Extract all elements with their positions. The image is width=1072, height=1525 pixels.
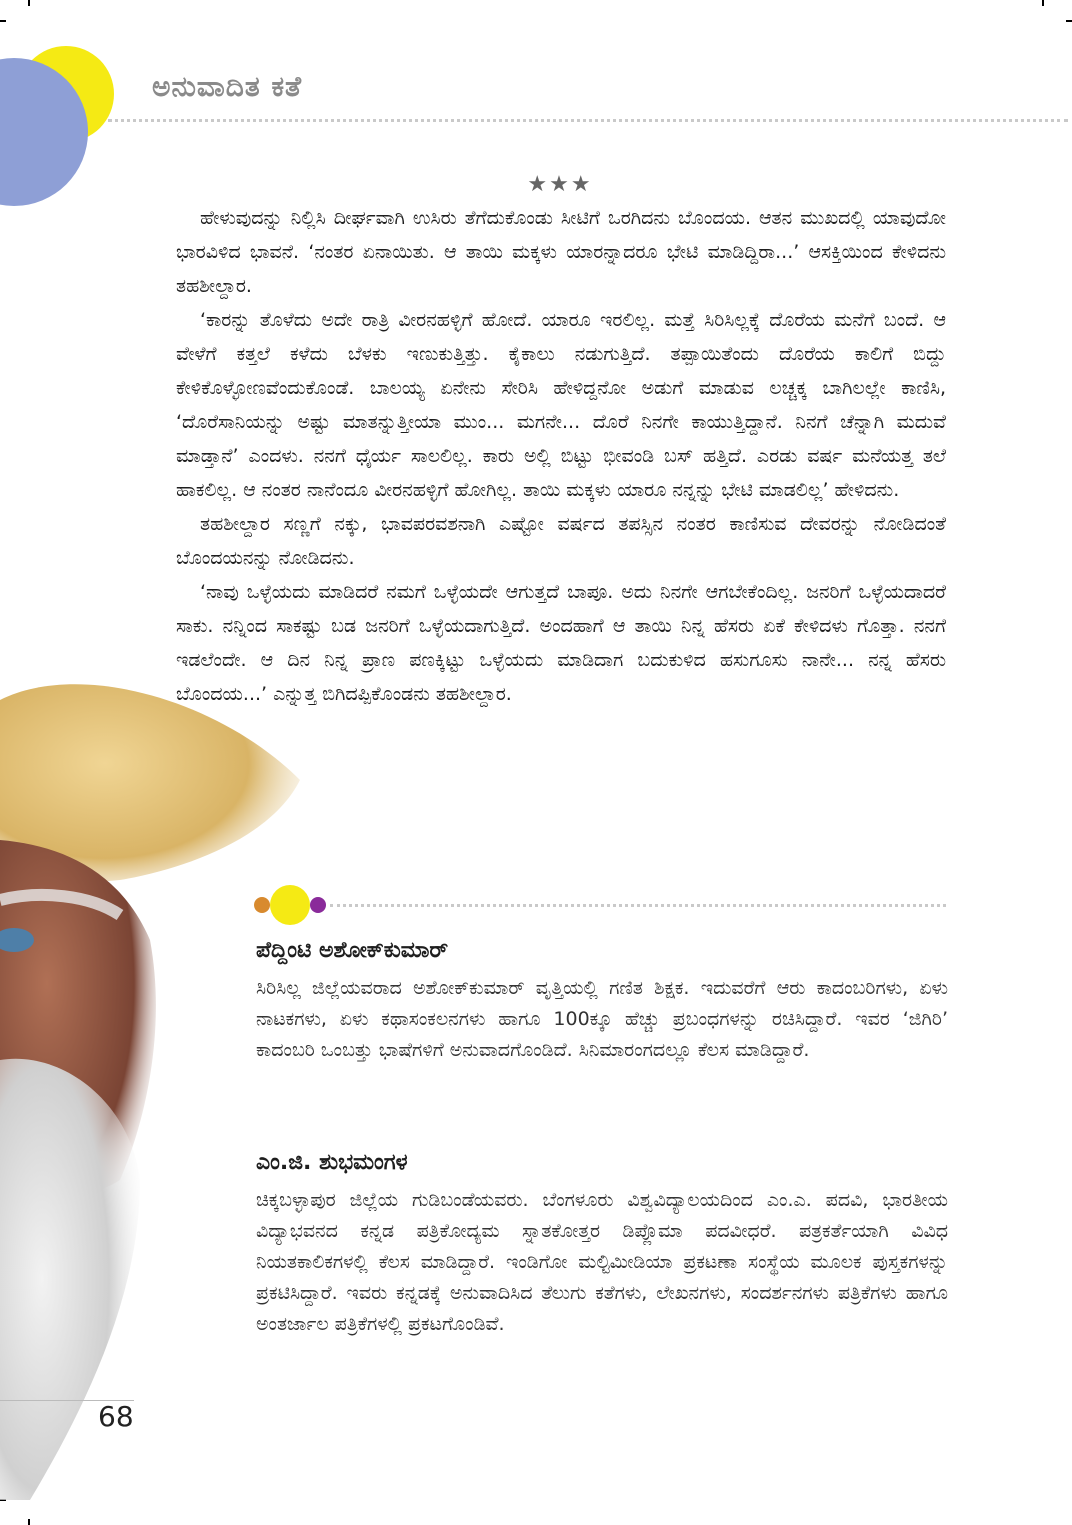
translator-bio — [256, 1150, 948, 1340]
story-paragraph: ಹೇಳುವುದನ್ನು ನಿಲ್ಲಿಸಿ ದೀರ್ಘವಾಗಿ ಉಸಿರು ತೆಗೆದುಕೊಂಡು ಸೀಟಿಗೆ ಒರಗಿದನು ಬೊಂದಯ. ಆತನ ಮುಖದಲ್ಲಿ ಯಾವುದೋ ಭಾರವಿಳಿದ ಭಾವನೆ. ‘ನಂತರ ಏನಾಯಿತು. ಆ ತಾಯಿ ಮಕ್ಕಳು ಯಾರನ್ನಾದರೂ ಭೇಟಿ ಮಾಡಿದ್ದಿರಾ...’ ಆಸಕ್ತಿಯಿಂದ ಕೇಳಿದನು ತಹಶೀಲ್ದಾರ. — [176, 207, 946, 297]
bio-divider — [330, 904, 946, 907]
header-divider — [108, 119, 1068, 122]
translator-name: ಎಂ.ಜಿ. ಶುಭಮಂಗಳ — [256, 1150, 408, 1175]
bio-decoration-dots — [250, 880, 340, 930]
story-body — [176, 201, 946, 711]
author-bio — [256, 938, 948, 1066]
story-paragraph: ತಹಶೀಲ್ದಾರ ಸಣ್ಣಗೆ ನಕ್ಕು, ಭಾವಪರವಶನಾಗಿ ಎಷ್ಟೋ ವರ್ಷದ ತಪಸ್ಸಿನ ನಂತರ ಕಾಣಿಸುವ ದೇವರನ್ನು ನೋಡಿದಂತೆ ಬೊಂದಯನನ್ನು ನೋಡಿದನು. — [176, 513, 946, 569]
author-description: ಸಿರಿಸಿಲ್ಲ ಜಿಲ್ಲೆಯವರಾದ ಅಶೋಕ್‌ಕುಮಾರ್ ವೃತ್ತಿಯಲ್ಲಿ ಗಣಿತ ಶಿಕ್ಷಕ. ಇದುವರೆಗೆ ಆರು ಕಾದಂಬರಿಗಳು, ಏಳು ನಾಟಕಗಳು, ಏಳು ಕಥಾಸಂಕಲನಗಳು ಹಾಗೂ 100ಕ್ಕೂ ಹೆಚ್ಚು ಪ್ರಬಂಧಗಳನ್ನು ರಚಿಸಿದ್ದಾರೆ. ಇವರ ‘ಜಿಗಿರಿ’ ಕಾದಂಬರಿ ಒಂಬತ್ತು ಭಾಷೆಗಳಿಗೆ ಅನುವಾದಗೊಂಡಿದೆ. ಸಿನಿಮಾರಂಗದಲ್ಲೂ ಕೆಲಸ ಮಾಡಿದ್ದಾರೆ. — [256, 977, 948, 1061]
crop-mark — [28, 1519, 30, 1525]
portrait-illustration — [0, 640, 300, 1500]
crop-mark — [1066, 20, 1072, 22]
beard — [0, 1059, 140, 1500]
purple-dot — [310, 897, 326, 913]
story-paragraph: ‘ಕಾರನ್ನು ತೊಳೆದು ಅದೇ ರಾತ್ರಿ ವೀರನಹಳ್ಳಿಗೆ ಹೋದೆ. ಯಾರೂ ಇರಲಿಲ್ಲ. ಮತ್ತೆ ಸಿರಿಸಿಲ್ಲಕ್ಕೆ ದೊರೆಯ ಮನೆಗೆ ಬಂದೆ. ಆ ವೇಳೆಗೆ ಕತ್ತಲೆ ಕಳೆದು ಬೆಳಕು ಇಣುಕುತ್ತಿತ್ತು. ಕೈಕಾಲು ನಡುಗುತ್ತಿದೆ. ತಪ್ಪಾಯಿತೆಂದು ದೊರೆಯ ಕಾಲಿಗೆ ಬಿದ್ದು ಕೇಳಿಕೊಳ್ಳೋಣವೆಂದುಕೊಂಡೆ. ಬಾಲಯ್ಯ ಏನೇನು ಸೇರಿಸಿ ಹೇಳಿದ್ದನೋ ಅಡುಗೆ ಮಾಡುವ ಲಚ್ಚಕ್ಕ ಬಾಗಿಲಲ್ಲೇ ಕಾಣಿಸಿ, ‘ದೊರೆಸಾನಿಯನ್ನು ಅಷ್ಟು ಮಾತನ್ನುತ್ತೀಯಾ ಮುಂ... ಮಗನೇ... ದೊರೆ ನಿನಗೇ ಕಾಯುತ್ತಿದ್ದಾನೆ. ನಿನಗೆ ಚೆನ್ನಾಗಿ ಮದುವೆ ಮಾಡ್ತಾನೆ’ ಎಂದಳು. ನನಗೆ ಧೈರ್ಯ ಸಾಲಲಿಲ್ಲ. ಕಾರು ಅಲ್ಲಿ ಬಿಟ್ಟು ಭೀವಂಡಿ ಬಸ್ ಹತ್ತಿದೆ. ಎರಡು ವರ್ಷ ಮನೆಯತ್ತ ತಲೆ ಹಾಕಲಿಲ್ಲ. ಆ ನಂತರ ನಾನೆಂದೂ ವೀರನಹಳ್ಳಿಗೆ ಹೋಗಿಲ್ಲ. ತಾಯಿ ಮಕ್ಕಳು ಯಾರೂ ನನ್ನನ್ನು ಭೇಟಿ ಮಾಡಲಿಲ್ಲ’ ಹೇಳಿದನು. — [176, 309, 946, 501]
page-number: 68 — [98, 1400, 134, 1433]
orange-dot — [254, 897, 270, 913]
crop-mark — [1042, 0, 1044, 6]
section-title: ಅನುವಾದಿತ ಕತೆ — [152, 70, 303, 103]
scene-separator: ★★★ — [527, 172, 593, 197]
translator-description: ಚಿಕ್ಕಬಳ್ಳಾಪುರ ಜಿಲ್ಲೆಯ ಗುಡಿಬಂಡೆಯವರು. ಬೆಂಗಳೂರು ವಿಶ್ವವಿದ್ಯಾಲಯದಿಂದ ಎಂ.ಎ. ಪದವಿ, ಭಾರತೀಯ ವಿದ್ಯಾಭವನದ ಕನ್ನಡ ಪತ್ರಿಕೋದ್ಯಮ ಸ್ನಾತಕೋತ್ತರ ಡಿಪ್ಲೊಮಾ ಪದವೀಧರೆ. ಪತ್ರಕರ್ತೆಯಾಗಿ ವಿವಿಧ ನಿಯತಕಾಲಿಕಗಳಲ್ಲಿ ಕೆಲಸ ಮಾಡಿದ್ದಾರೆ. ಇಂಡಿಗೋ ಮಲ್ಟಿಮೀಡಿಯಾ ಪ್ರಕಟಣಾ ಸಂಸ್ಥೆಯ ಮೂಲಕ ಪುಸ್ತಕಗಳನ್ನು ಪ್ರಕಟಿಸಿದ್ದಾರೆ. ಇವರು ಕನ್ನಡಕ್ಕೆ ಅನುವಾದಿಸಿದ ತೆಲುಗು ಕತೆಗಳು, ಲೇಖನಗಳು, ಸಂದರ್ಶನಗಳು ಪತ್ರಿಕೆಗಳು ಹಾಗೂ ಅಂತರ್ಜಾಲ ಪತ್ರಿಕೆಗಳಲ್ಲಿ ಪ್ರಕಟಗೊಂಡಿವೆ. — [256, 1189, 948, 1335]
header-decoration — [0, 0, 140, 220]
story-paragraph: ‘ನಾವು ಒಳ್ಳೆಯದು ಮಾಡಿದರೆ ನಮಗೆ ಒಳ್ಳೆಯದೇ ಆಗುತ್ತದೆ ಬಾಪೂ. ಅದು ನಿನಗೇ ಆಗಬೇಕೆಂದಿಲ್ಲ. ಜನರಿಗೆ ಒಳ್ಳೆಯದಾದರೆ ಸಾಕು. ನನ್ನಿಂದ ಸಾಕಷ್ಟು ಬಡ ಜನರಿಗೆ ಒಳ್ಳೆಯದಾಗುತ್ತಿದೆ. ಅಂದಹಾಗೆ ಆ ತಾಯಿ ನಿನ್ನ ಹೆಸರು ಏಕೆ ಕೇಳಿದಳು ಗೊತ್ತಾ. ನನಗೆ ಇಡಲೆಂದೇ. ಆ ದಿನ ನಿನ್ನ ಪ್ರಾಣ ಪಣಕ್ಕಿಟ್ಟು ಒಳ್ಳೆಯದು ಮಾಡಿದಾಗ ಬದುಕುಳಿದ ಹಸುಗೂಸು ನಾನೇ... ನನ್ನ ಹೆಸರು ಬೊಂದಯ...’ ಎನ್ನುತ್ತ ಬಿಗಿದಪ್ಪಿಕೊಂಡನು ತಹಶೀಲ್ದಾರ. — [176, 581, 946, 705]
author-name: ಪೆದ್ದಿಂಟಿ ಅಶೋಕ್‌ಕುಮಾರ್ — [256, 938, 449, 963]
yellow-dot — [270, 885, 310, 925]
